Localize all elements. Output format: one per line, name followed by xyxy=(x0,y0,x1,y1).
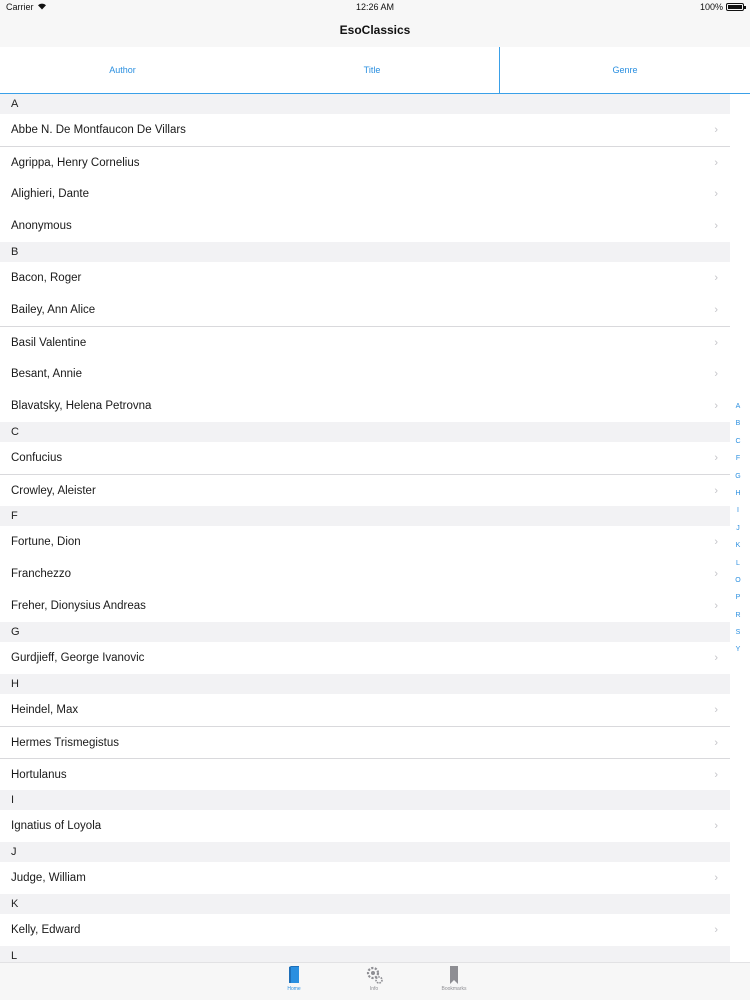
status-battery xyxy=(700,2,744,12)
chevron-right-icon: › xyxy=(714,188,718,200)
list-item-label: Judge, William xyxy=(11,872,86,884)
chevron-right-icon: › xyxy=(714,452,718,464)
tab-info-label: Info xyxy=(369,986,379,992)
battery-percent: 100% xyxy=(699,2,723,12)
list-item[interactable] xyxy=(0,758,730,790)
tab-home[interactable] xyxy=(272,965,316,992)
tab-home-label: Home xyxy=(287,986,301,992)
list-item-label: Crowley, Aleister xyxy=(11,485,96,497)
status-carrier: Carrier xyxy=(6,2,47,12)
list-item-label: Heindel, Max xyxy=(11,704,79,716)
section-header: K xyxy=(0,894,730,914)
section-header: B xyxy=(0,242,730,262)
battery-icon xyxy=(726,3,744,11)
index-letter[interactable]: J xyxy=(736,524,740,532)
index-letter[interactable]: L xyxy=(736,559,740,567)
list-item-label: Fortune, Dion xyxy=(11,536,81,548)
index-letter[interactable]: S xyxy=(735,629,741,637)
segment-title[interactable]: Title xyxy=(245,47,500,93)
section-header: A xyxy=(0,94,730,114)
chevron-right-icon: › xyxy=(714,304,718,316)
index-letter[interactable]: I xyxy=(737,507,739,515)
chevron-right-icon: › xyxy=(714,157,718,169)
chevron-right-icon: › xyxy=(714,769,718,781)
list-item[interactable] xyxy=(0,914,730,946)
chevron-right-icon: › xyxy=(714,400,718,412)
chevron-right-icon: › xyxy=(714,600,718,612)
list-item[interactable] xyxy=(0,442,730,474)
index-letter[interactable]: C xyxy=(735,437,741,445)
list-item[interactable] xyxy=(0,262,730,294)
index-letter[interactable]: H xyxy=(735,489,741,497)
chevron-right-icon: › xyxy=(714,652,718,664)
tab-info[interactable] xyxy=(352,965,396,992)
list-item[interactable] xyxy=(0,294,730,326)
list-item[interactable] xyxy=(0,526,730,558)
chevron-right-icon: › xyxy=(714,820,718,832)
list-item-label: Anonymous xyxy=(11,220,72,232)
chevron-right-icon: › xyxy=(714,872,718,884)
list-item[interactable] xyxy=(0,358,730,390)
list-item[interactable] xyxy=(0,810,730,842)
list-item-label: Basil Valentine xyxy=(11,337,87,349)
tab-bar xyxy=(0,962,750,1000)
list-item[interactable] xyxy=(0,642,730,674)
chevron-right-icon: › xyxy=(714,924,718,936)
index-letter[interactable]: P xyxy=(735,594,741,602)
list-item-label: Gurdjieff, George Ivanovic xyxy=(11,652,145,664)
chevron-right-icon: › xyxy=(714,704,718,716)
list-item-label: Hermes Trismegistus xyxy=(11,737,119,749)
chevron-right-icon: › xyxy=(714,220,718,232)
list-item-label: Confucius xyxy=(11,452,63,464)
list-item[interactable] xyxy=(0,590,730,622)
index-letter[interactable]: Y xyxy=(735,646,741,654)
chevron-right-icon: › xyxy=(714,272,718,284)
section-header: G xyxy=(0,622,730,642)
list-item-label: Franchezzo xyxy=(11,568,72,580)
tab-bookmarks[interactable] xyxy=(432,965,476,992)
gear-icon xyxy=(364,965,384,985)
list-item[interactable] xyxy=(0,114,730,146)
index-letter[interactable]: O xyxy=(735,576,741,584)
section-header: H xyxy=(0,674,730,694)
bookmark-icon xyxy=(448,965,460,985)
status-time: 12:26 AM xyxy=(355,2,395,12)
list-item[interactable] xyxy=(0,862,730,894)
list-item-label: Blavatsky, Helena Petrovna xyxy=(11,400,152,412)
index-letter[interactable]: R xyxy=(735,611,741,619)
list-item[interactable] xyxy=(0,178,730,210)
list-item[interactable] xyxy=(0,474,730,506)
segmented-control xyxy=(0,47,750,94)
chevron-right-icon: › xyxy=(714,568,718,580)
section-header: J xyxy=(0,842,730,862)
chevron-right-icon: › xyxy=(714,737,718,749)
list-item-label: Alighieri, Dante xyxy=(11,188,89,200)
chevron-right-icon: › xyxy=(714,536,718,548)
index-letter[interactable]: F xyxy=(735,455,741,463)
list-item[interactable] xyxy=(0,558,730,590)
chevron-right-icon: › xyxy=(714,368,718,380)
section-header: L xyxy=(0,946,730,962)
list-item-label: Besant, Annie xyxy=(11,368,82,380)
list-item-label: Abbe N. De Montfaucon De Villars xyxy=(11,124,186,136)
chevron-right-icon: › xyxy=(714,337,718,349)
index-letter[interactable]: B xyxy=(735,420,741,428)
list-item-label: Kelly, Edward xyxy=(11,924,81,936)
list-item[interactable] xyxy=(0,210,730,242)
list-item-label: Agrippa, Henry Cornelius xyxy=(11,157,140,169)
index-letter[interactable]: A xyxy=(735,403,741,410)
section-header: F xyxy=(0,506,730,526)
list-item[interactable] xyxy=(0,726,730,758)
section-header: C xyxy=(0,422,730,442)
section-header: I xyxy=(0,790,730,810)
navigation-bar xyxy=(0,14,750,47)
list-item-label: Ignatius of Loyola xyxy=(11,820,102,832)
list-item[interactable] xyxy=(0,146,730,178)
page-title: EsoClassics xyxy=(339,23,411,37)
chevron-right-icon: › xyxy=(714,124,718,136)
index-letter[interactable]: K xyxy=(735,542,741,550)
list-item-label: Bacon, Roger xyxy=(11,272,82,284)
list-item[interactable] xyxy=(0,326,730,358)
index-letter[interactable]: G xyxy=(735,472,741,480)
tab-bookmarks-label: Bookmarks xyxy=(441,986,467,992)
status-bar xyxy=(0,0,750,14)
list-item-label: Freher, Dionysius Andreas xyxy=(11,600,146,612)
list-item[interactable] xyxy=(0,390,730,422)
segment-author[interactable]: Author xyxy=(109,65,136,75)
segment-genre[interactable]: Genre xyxy=(612,65,638,75)
section-index[interactable] xyxy=(729,398,747,659)
book-icon xyxy=(286,965,302,985)
chevron-right-icon: › xyxy=(714,485,718,497)
author-list[interactable] xyxy=(0,94,730,962)
list-item[interactable] xyxy=(0,694,730,726)
list-item-label: Bailey, Ann Alice xyxy=(11,304,96,316)
list-item-label: Hortulanus xyxy=(11,769,67,781)
